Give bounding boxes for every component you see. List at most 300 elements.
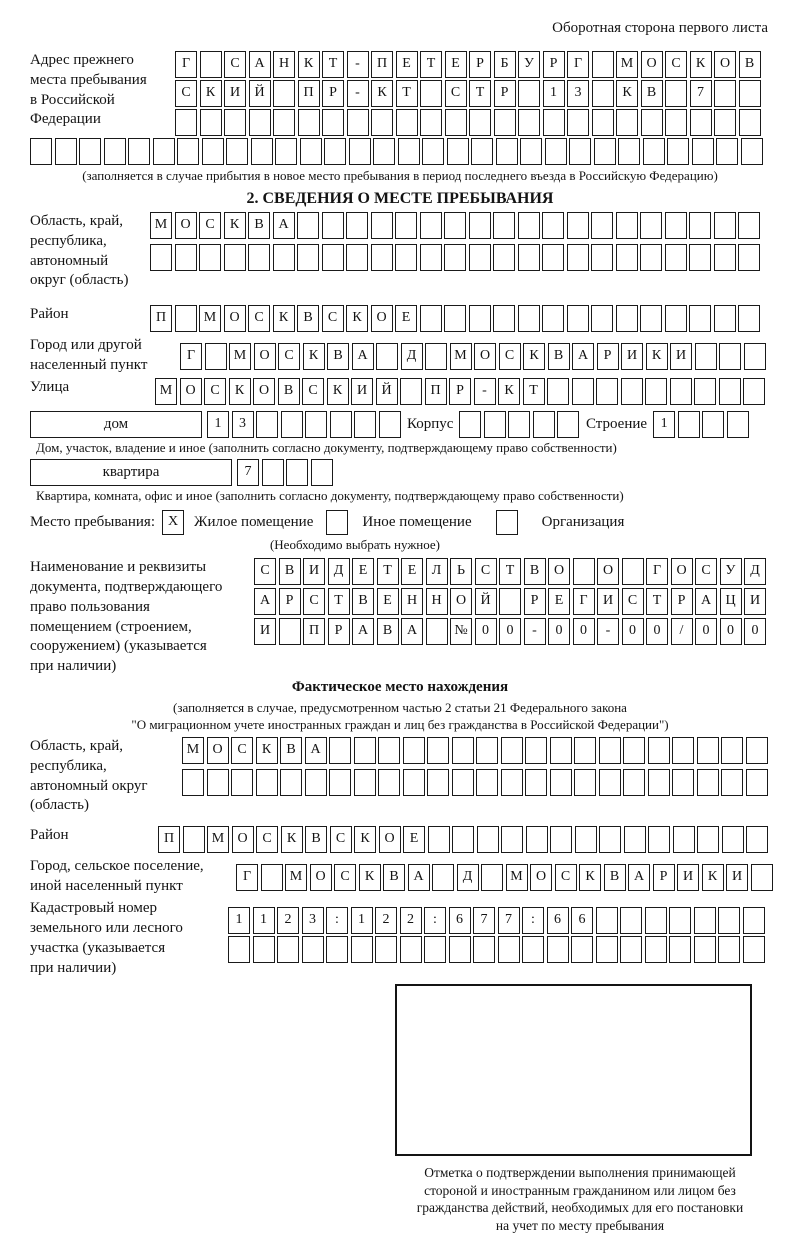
char-cell[interactable] xyxy=(616,305,638,332)
char-cell[interactable]: 3 xyxy=(567,80,589,107)
char-cell[interactable] xyxy=(471,138,493,165)
char-cell[interactable] xyxy=(452,826,474,853)
char-cell[interactable] xyxy=(694,378,716,405)
char-cell[interactable] xyxy=(547,378,569,405)
char-cell[interactable]: 6 xyxy=(547,907,569,934)
char-cell[interactable] xyxy=(298,109,320,136)
char-cell[interactable]: К xyxy=(256,737,278,764)
char-cell[interactable]: В xyxy=(297,305,319,332)
char-cell[interactable] xyxy=(403,737,425,764)
char-cell[interactable] xyxy=(520,138,542,165)
char-cell[interactable]: 7 xyxy=(690,80,712,107)
char-cell[interactable] xyxy=(251,138,273,165)
char-cell[interactable]: : xyxy=(326,907,348,934)
char-cell[interactable] xyxy=(150,244,172,271)
char-cell[interactable]: М xyxy=(229,343,251,370)
char-cell[interactable] xyxy=(526,826,548,853)
char-cell[interactable] xyxy=(420,305,442,332)
char-cell[interactable] xyxy=(545,138,567,165)
char-cell[interactable]: 0 xyxy=(573,618,595,645)
char-cell[interactable] xyxy=(690,109,712,136)
char-cell[interactable]: К xyxy=(229,378,251,405)
char-cell[interactable] xyxy=(518,212,540,239)
char-cell[interactable]: 0 xyxy=(646,618,668,645)
char-cell[interactable] xyxy=(484,411,506,438)
char-cell[interactable]: С xyxy=(322,305,344,332)
char-cell[interactable] xyxy=(572,378,594,405)
char-cell[interactable] xyxy=(256,411,278,438)
char-cell[interactable]: К xyxy=(702,864,724,891)
char-cell[interactable]: В xyxy=(327,343,349,370)
char-cell[interactable]: К xyxy=(523,343,545,370)
char-cell[interactable] xyxy=(596,936,618,963)
char-cell[interactable] xyxy=(547,936,569,963)
char-cell[interactable] xyxy=(305,769,327,796)
char-cell[interactable] xyxy=(567,244,589,271)
char-cell[interactable]: К xyxy=(579,864,601,891)
char-cell[interactable] xyxy=(79,138,101,165)
char-cell[interactable] xyxy=(689,305,711,332)
char-cell[interactable] xyxy=(591,212,613,239)
char-cell[interactable] xyxy=(508,411,530,438)
char-cell[interactable]: П xyxy=(150,305,172,332)
char-cell[interactable] xyxy=(643,138,665,165)
char-cell[interactable]: С xyxy=(334,864,356,891)
char-cell[interactable] xyxy=(697,826,719,853)
char-cell[interactable]: 7 xyxy=(473,907,495,934)
char-cell[interactable]: Й xyxy=(475,588,497,615)
char-cell[interactable]: М xyxy=(506,864,528,891)
char-cell[interactable]: И xyxy=(303,558,325,585)
char-cell[interactable] xyxy=(449,936,471,963)
char-cell[interactable]: О xyxy=(310,864,332,891)
char-cell[interactable] xyxy=(253,936,275,963)
char-cell[interactable]: 1 xyxy=(253,907,275,934)
char-cell[interactable] xyxy=(444,244,466,271)
char-cell[interactable]: / xyxy=(671,618,693,645)
checkbox-organizatsiya[interactable] xyxy=(496,510,518,535)
char-cell[interactable] xyxy=(395,212,417,239)
char-cell[interactable]: С xyxy=(199,212,221,239)
char-cell[interactable]: К xyxy=(346,305,368,332)
char-cell[interactable] xyxy=(616,244,638,271)
char-cell[interactable] xyxy=(692,138,714,165)
char-cell[interactable] xyxy=(744,343,766,370)
char-cell[interactable] xyxy=(672,769,694,796)
char-cell[interactable] xyxy=(689,244,711,271)
char-cell[interactable]: 0 xyxy=(695,618,717,645)
char-cell[interactable]: О xyxy=(530,864,552,891)
char-cell[interactable]: А xyxy=(408,864,430,891)
char-cell[interactable] xyxy=(518,305,540,332)
char-cell[interactable] xyxy=(379,411,401,438)
char-cell[interactable] xyxy=(640,305,662,332)
char-cell[interactable] xyxy=(640,212,662,239)
char-cell[interactable] xyxy=(281,411,303,438)
char-cell[interactable] xyxy=(665,305,687,332)
char-cell[interactable]: : xyxy=(424,907,446,934)
char-cell[interactable] xyxy=(371,244,393,271)
char-cell[interactable] xyxy=(398,138,420,165)
kvartira-box[interactable]: квартира xyxy=(30,459,232,486)
char-cell[interactable]: Р xyxy=(469,51,491,78)
char-cell[interactable]: Й xyxy=(249,80,271,107)
char-cell[interactable] xyxy=(571,936,593,963)
char-cell[interactable]: А xyxy=(401,618,423,645)
char-cell[interactable]: М xyxy=(616,51,638,78)
char-cell[interactable] xyxy=(592,109,614,136)
char-cell[interactable]: О xyxy=(207,737,229,764)
char-cell[interactable]: О xyxy=(175,212,197,239)
char-cell[interactable] xyxy=(459,411,481,438)
char-cell[interactable]: М xyxy=(150,212,172,239)
char-cell[interactable] xyxy=(645,907,667,934)
char-cell[interactable] xyxy=(620,936,642,963)
char-cell[interactable]: С xyxy=(224,51,246,78)
char-cell[interactable] xyxy=(648,737,670,764)
char-cell[interactable]: В xyxy=(377,618,399,645)
char-cell[interactable]: Р xyxy=(597,343,619,370)
char-cell[interactable] xyxy=(476,769,498,796)
char-cell[interactable]: М xyxy=(285,864,307,891)
char-cell[interactable]: Р xyxy=(279,588,301,615)
char-cell[interactable] xyxy=(591,305,613,332)
char-cell[interactable] xyxy=(476,737,498,764)
char-cell[interactable]: А xyxy=(249,51,271,78)
char-cell[interactable] xyxy=(477,826,499,853)
char-cell[interactable]: Т xyxy=(646,588,668,615)
char-cell[interactable] xyxy=(721,769,743,796)
char-cell[interactable] xyxy=(751,864,773,891)
char-cell[interactable] xyxy=(469,109,491,136)
char-cell[interactable] xyxy=(518,109,540,136)
char-cell[interactable] xyxy=(718,936,740,963)
char-cell[interactable]: А xyxy=(352,343,374,370)
char-cell[interactable]: 1 xyxy=(543,80,565,107)
char-cell[interactable] xyxy=(645,378,667,405)
char-cell[interactable] xyxy=(432,864,454,891)
char-cell[interactable] xyxy=(721,737,743,764)
char-cell[interactable] xyxy=(200,109,222,136)
char-cell[interactable] xyxy=(30,138,52,165)
char-cell[interactable]: С xyxy=(248,305,270,332)
char-cell[interactable] xyxy=(493,244,515,271)
char-cell[interactable]: У xyxy=(720,558,742,585)
char-cell[interactable]: 6 xyxy=(571,907,593,934)
char-cell[interactable] xyxy=(569,138,591,165)
char-cell[interactable] xyxy=(694,936,716,963)
char-cell[interactable] xyxy=(542,305,564,332)
char-cell[interactable] xyxy=(297,244,319,271)
char-cell[interactable] xyxy=(279,618,301,645)
char-cell[interactable] xyxy=(395,244,417,271)
char-cell[interactable]: О xyxy=(253,378,275,405)
char-cell[interactable] xyxy=(428,826,450,853)
char-cell[interactable]: К xyxy=(200,80,222,107)
char-cell[interactable]: О xyxy=(474,343,496,370)
char-cell[interactable] xyxy=(746,737,768,764)
char-cell[interactable]: 3 xyxy=(232,411,254,438)
char-cell[interactable]: Е xyxy=(395,305,417,332)
char-cell[interactable] xyxy=(743,936,765,963)
char-cell[interactable] xyxy=(592,51,614,78)
char-cell[interactable] xyxy=(616,212,638,239)
char-cell[interactable]: Р xyxy=(322,80,344,107)
char-cell[interactable]: Т xyxy=(322,51,344,78)
char-cell[interactable]: С xyxy=(445,80,467,107)
char-cell[interactable] xyxy=(522,936,544,963)
char-cell[interactable] xyxy=(525,737,547,764)
char-cell[interactable] xyxy=(567,109,589,136)
char-cell[interactable] xyxy=(326,936,348,963)
char-cell[interactable] xyxy=(716,138,738,165)
char-cell[interactable] xyxy=(183,826,205,853)
char-cell[interactable]: И xyxy=(621,343,643,370)
char-cell[interactable]: 7 xyxy=(237,459,259,486)
char-cell[interactable] xyxy=(447,138,469,165)
char-cell[interactable] xyxy=(300,138,322,165)
char-cell[interactable] xyxy=(714,244,736,271)
char-cell[interactable] xyxy=(525,769,547,796)
char-cell[interactable]: К xyxy=(327,378,349,405)
char-cell[interactable]: В xyxy=(305,826,327,853)
char-cell[interactable] xyxy=(420,109,442,136)
char-cell[interactable]: 0 xyxy=(548,618,570,645)
char-cell[interactable]: О xyxy=(548,558,570,585)
char-cell[interactable] xyxy=(694,907,716,934)
char-cell[interactable]: А xyxy=(273,212,295,239)
char-cell[interactable]: А xyxy=(305,737,327,764)
char-cell[interactable]: Г xyxy=(573,588,595,615)
char-cell[interactable] xyxy=(375,936,397,963)
char-cell[interactable]: Л xyxy=(426,558,448,585)
char-cell[interactable] xyxy=(678,411,700,438)
char-cell[interactable]: Т xyxy=(396,80,418,107)
char-cell[interactable]: Е xyxy=(445,51,467,78)
char-cell[interactable] xyxy=(498,936,520,963)
char-cell[interactable] xyxy=(452,769,474,796)
char-cell[interactable]: Р xyxy=(494,80,516,107)
char-cell[interactable]: О xyxy=(597,558,619,585)
char-cell[interactable] xyxy=(624,826,646,853)
char-cell[interactable]: Ь xyxy=(450,558,472,585)
char-cell[interactable] xyxy=(738,305,760,332)
char-cell[interactable] xyxy=(373,138,395,165)
char-cell[interactable]: С xyxy=(231,737,253,764)
char-cell[interactable]: О xyxy=(180,378,202,405)
char-cell[interactable]: 1 xyxy=(207,411,229,438)
char-cell[interactable]: С xyxy=(175,80,197,107)
char-cell[interactable] xyxy=(741,138,763,165)
char-cell[interactable] xyxy=(346,212,368,239)
char-cell[interactable] xyxy=(648,769,670,796)
char-cell[interactable]: В xyxy=(641,80,663,107)
char-cell[interactable] xyxy=(347,109,369,136)
char-cell[interactable]: О xyxy=(714,51,736,78)
char-cell[interactable] xyxy=(420,80,442,107)
char-cell[interactable] xyxy=(273,244,295,271)
char-cell[interactable] xyxy=(182,769,204,796)
char-cell[interactable] xyxy=(640,244,662,271)
char-cell[interactable]: Д xyxy=(401,343,423,370)
char-cell[interactable]: Ц xyxy=(720,588,742,615)
char-cell[interactable] xyxy=(427,769,449,796)
char-cell[interactable]: Б xyxy=(494,51,516,78)
char-cell[interactable] xyxy=(620,907,642,934)
char-cell[interactable]: И xyxy=(254,618,276,645)
char-cell[interactable] xyxy=(396,109,418,136)
char-cell[interactable] xyxy=(719,378,741,405)
char-cell[interactable]: К xyxy=(371,80,393,107)
char-cell[interactable] xyxy=(231,769,253,796)
char-cell[interactable] xyxy=(665,244,687,271)
char-cell[interactable] xyxy=(746,769,768,796)
char-cell[interactable] xyxy=(648,826,670,853)
char-cell[interactable] xyxy=(354,737,376,764)
char-cell[interactable]: К xyxy=(354,826,376,853)
char-cell[interactable] xyxy=(596,907,618,934)
char-cell[interactable] xyxy=(501,737,523,764)
char-cell[interactable]: С xyxy=(256,826,278,853)
char-cell[interactable] xyxy=(573,558,595,585)
char-cell[interactable]: И xyxy=(744,588,766,615)
char-cell[interactable]: В xyxy=(524,558,546,585)
char-cell[interactable]: Т xyxy=(377,558,399,585)
char-cell[interactable] xyxy=(550,826,572,853)
char-cell[interactable] xyxy=(738,212,760,239)
char-cell[interactable] xyxy=(543,109,565,136)
char-cell[interactable]: Р xyxy=(449,378,471,405)
char-cell[interactable]: Е xyxy=(548,588,570,615)
char-cell[interactable]: И xyxy=(677,864,699,891)
char-cell[interactable] xyxy=(175,305,197,332)
char-cell[interactable] xyxy=(128,138,150,165)
char-cell[interactable] xyxy=(153,138,175,165)
char-cell[interactable] xyxy=(224,109,246,136)
char-cell[interactable]: К xyxy=(273,305,295,332)
char-cell[interactable] xyxy=(645,936,667,963)
char-cell[interactable]: 1 xyxy=(653,411,675,438)
char-cell[interactable]: П xyxy=(298,80,320,107)
char-cell[interactable]: С xyxy=(204,378,226,405)
char-cell[interactable] xyxy=(175,244,197,271)
char-cell[interactable] xyxy=(420,244,442,271)
char-cell[interactable]: Т xyxy=(420,51,442,78)
char-cell[interactable] xyxy=(596,378,618,405)
char-cell[interactable] xyxy=(378,737,400,764)
char-cell[interactable]: П xyxy=(303,618,325,645)
char-cell[interactable] xyxy=(427,737,449,764)
char-cell[interactable] xyxy=(714,109,736,136)
char-cell[interactable]: А xyxy=(695,588,717,615)
char-cell[interactable]: 0 xyxy=(744,618,766,645)
char-cell[interactable] xyxy=(329,769,351,796)
char-cell[interactable] xyxy=(499,588,521,615)
char-cell[interactable] xyxy=(452,737,474,764)
char-cell[interactable]: - xyxy=(347,51,369,78)
char-cell[interactable]: С xyxy=(665,51,687,78)
char-cell[interactable] xyxy=(714,305,736,332)
char-cell[interactable] xyxy=(322,244,344,271)
char-cell[interactable]: П xyxy=(425,378,447,405)
char-cell[interactable]: К xyxy=(298,51,320,78)
char-cell[interactable] xyxy=(305,411,327,438)
char-cell[interactable]: Й xyxy=(376,378,398,405)
char-cell[interactable] xyxy=(575,826,597,853)
char-cell[interactable] xyxy=(400,936,422,963)
char-cell[interactable]: № xyxy=(450,618,472,645)
char-cell[interactable]: Г xyxy=(236,864,258,891)
char-cell[interactable] xyxy=(424,936,446,963)
char-cell[interactable] xyxy=(444,212,466,239)
char-cell[interactable]: - xyxy=(524,618,546,645)
char-cell[interactable]: И xyxy=(224,80,246,107)
char-cell[interactable]: А xyxy=(572,343,594,370)
char-cell[interactable]: Д xyxy=(744,558,766,585)
char-cell[interactable]: С xyxy=(695,558,717,585)
char-cell[interactable]: К xyxy=(690,51,712,78)
char-cell[interactable] xyxy=(55,138,77,165)
char-cell[interactable]: Р xyxy=(543,51,565,78)
char-cell[interactable]: Е xyxy=(403,826,425,853)
char-cell[interactable]: Р xyxy=(671,588,693,615)
char-cell[interactable]: М xyxy=(182,737,204,764)
char-cell[interactable] xyxy=(592,80,614,107)
char-cell[interactable] xyxy=(200,51,222,78)
char-cell[interactable]: Д xyxy=(328,558,350,585)
char-cell[interactable]: Н xyxy=(426,588,448,615)
char-cell[interactable] xyxy=(469,212,491,239)
char-cell[interactable]: В xyxy=(352,588,374,615)
char-cell[interactable] xyxy=(669,936,691,963)
char-cell[interactable] xyxy=(641,109,663,136)
char-cell[interactable] xyxy=(354,769,376,796)
char-cell[interactable]: Т xyxy=(523,378,545,405)
char-cell[interactable]: 2 xyxy=(400,907,422,934)
char-cell[interactable] xyxy=(738,244,760,271)
char-cell[interactable]: С xyxy=(254,558,276,585)
char-cell[interactable]: Н xyxy=(273,51,295,78)
char-cell[interactable] xyxy=(262,459,284,486)
char-cell[interactable] xyxy=(351,936,373,963)
char-cell[interactable]: 7 xyxy=(498,907,520,934)
char-cell[interactable]: М xyxy=(199,305,221,332)
char-cell[interactable] xyxy=(743,378,765,405)
char-cell[interactable]: 0 xyxy=(622,618,644,645)
char-cell[interactable]: 3 xyxy=(302,907,324,934)
char-cell[interactable] xyxy=(280,769,302,796)
char-cell[interactable] xyxy=(324,138,346,165)
char-cell[interactable]: А xyxy=(254,588,276,615)
char-cell[interactable] xyxy=(400,378,422,405)
char-cell[interactable] xyxy=(739,80,761,107)
char-cell[interactable] xyxy=(473,936,495,963)
char-cell[interactable]: П xyxy=(158,826,180,853)
char-cell[interactable] xyxy=(695,343,717,370)
char-cell[interactable] xyxy=(445,109,467,136)
char-cell[interactable] xyxy=(275,138,297,165)
char-cell[interactable] xyxy=(743,907,765,934)
char-cell[interactable] xyxy=(618,138,640,165)
char-cell[interactable]: В xyxy=(280,737,302,764)
char-cell[interactable] xyxy=(550,737,572,764)
char-cell[interactable] xyxy=(542,244,564,271)
char-cell[interactable]: А xyxy=(352,618,374,645)
char-cell[interactable] xyxy=(574,737,596,764)
char-cell[interactable]: Е xyxy=(401,558,423,585)
char-cell[interactable]: С xyxy=(330,826,352,853)
char-cell[interactable] xyxy=(104,138,126,165)
